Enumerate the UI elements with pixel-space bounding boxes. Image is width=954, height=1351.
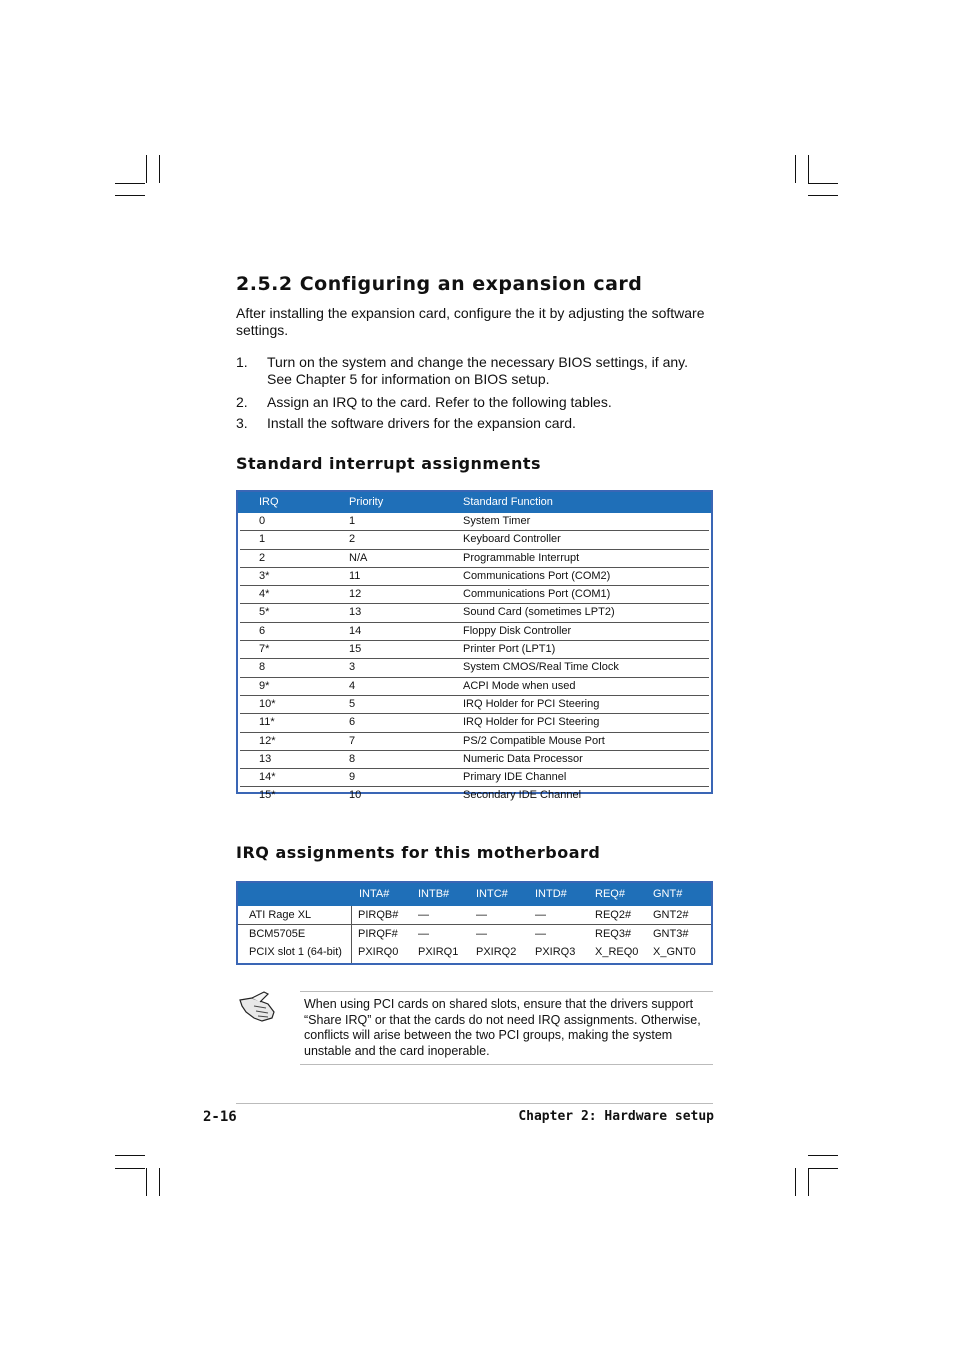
table-row xyxy=(240,787,709,804)
table-cell: X_REQ0 xyxy=(595,946,639,958)
column-header: Standard Function xyxy=(463,496,553,508)
table-cell: Numeric Data Processor xyxy=(463,752,583,765)
table-cell: 13 xyxy=(259,752,272,765)
table-cell: 4 xyxy=(349,679,356,692)
table-cell: System Timer xyxy=(463,515,531,527)
table-cell: PXIRQ0 xyxy=(358,946,399,958)
table-cell: — xyxy=(476,928,487,940)
intro-paragraph: After installing the expansion card, configure the it by adjusting the software settings. xyxy=(236,305,705,338)
step-3 xyxy=(236,415,716,432)
page-number: 2-16 xyxy=(203,1109,237,1125)
footer-divider xyxy=(236,1103,713,1104)
table-row xyxy=(240,751,709,769)
note-box xyxy=(300,991,713,1065)
table-cell: Printer Port (LPT1) xyxy=(463,643,556,656)
irq-assignments-heading: IRQ assignments for this motherboard xyxy=(236,843,601,862)
table-cell: PXIRQ1 xyxy=(418,946,459,958)
table-row xyxy=(240,659,709,677)
table-cell: PS/2 Compatible Mouse Port xyxy=(463,734,605,747)
column-header: INTA# xyxy=(359,888,390,900)
table-cell: 0 xyxy=(259,515,266,527)
column-header: IRQ xyxy=(259,496,279,508)
table-header xyxy=(238,883,711,906)
table-cell: Communications Port (COM1) xyxy=(463,588,611,601)
column-header: Priority xyxy=(349,496,384,508)
table-cell: 13 xyxy=(349,606,362,619)
table-row xyxy=(240,733,709,751)
table-cell: GNT2# xyxy=(653,909,689,921)
standard-interrupt-table xyxy=(236,490,713,802)
table-cell: 10* xyxy=(259,697,276,710)
table-cell: 6 xyxy=(259,624,266,637)
table-cell: PXIRQ3 xyxy=(535,946,576,958)
column-header: REQ# xyxy=(595,888,625,900)
table-cell: — xyxy=(476,909,487,921)
table-cell: X_GNT0 xyxy=(653,946,696,958)
table-cell: 5* xyxy=(259,606,270,619)
table-row xyxy=(238,906,711,925)
table-row xyxy=(240,586,709,604)
table-cell: GNT3# xyxy=(653,928,689,940)
table-cell: 5 xyxy=(349,697,356,710)
table-cell: REQ3# xyxy=(595,928,632,940)
table-cell: 1 xyxy=(259,533,266,546)
table-cell: 15 xyxy=(349,643,362,656)
table-row xyxy=(240,604,709,622)
table-cell: 8 xyxy=(349,752,356,765)
irq-assignment-table xyxy=(236,881,713,965)
table-cell: PIRQB# xyxy=(358,909,399,921)
table-cell: 3 xyxy=(349,661,356,674)
table-cell: Secondary IDE Channel xyxy=(463,789,582,802)
table-cell: 6 xyxy=(349,716,356,729)
table-cell: 12* xyxy=(259,734,276,747)
table-cell: — xyxy=(418,928,429,940)
step-text: Assign an IRQ to the card. Refer to the following tables. xyxy=(267,394,612,410)
table-cell: 10 xyxy=(349,789,362,802)
table-cell: 1 xyxy=(349,515,356,527)
table-row xyxy=(240,623,709,641)
table-cell: PXIRQ2 xyxy=(476,946,517,958)
table-cell: Communications Port (COM2) xyxy=(463,569,611,582)
table-row xyxy=(240,714,709,732)
table-cell: 4* xyxy=(259,588,270,601)
table-row xyxy=(240,769,709,787)
section-heading: 2.5.2 Configuring an expansion card xyxy=(236,273,643,295)
table-cell: IRQ Holder for PCI Steering xyxy=(463,716,600,729)
table-cell: — xyxy=(535,928,546,940)
hand-note-icon xyxy=(238,990,278,1024)
table-cell: — xyxy=(535,909,546,921)
table-cell: 12 xyxy=(349,588,362,601)
table-cell: Programmable Interrupt xyxy=(463,551,580,564)
table-cell: Primary IDE Channel xyxy=(463,771,567,784)
standard-interrupt-heading: Standard interrupt assignments xyxy=(236,454,541,473)
table-row xyxy=(240,678,709,696)
table-cell: 7 xyxy=(349,734,356,747)
column-header: INTC# xyxy=(476,888,508,900)
table-row xyxy=(240,550,709,568)
table-row xyxy=(240,641,709,659)
table-row xyxy=(240,696,709,714)
table-row xyxy=(240,513,709,531)
table-cell: 8 xyxy=(259,661,266,674)
step-number: 1. xyxy=(236,354,248,370)
table-row xyxy=(238,925,711,943)
table-cell: IRQ Holder for PCI Steering xyxy=(463,697,600,710)
column-header: GNT# xyxy=(653,888,683,900)
table-cell: — xyxy=(418,909,429,921)
table-cell: 14* xyxy=(259,771,276,784)
step-number: 3. xyxy=(236,415,248,431)
table-cell: 7* xyxy=(259,643,270,656)
table-cell: 9* xyxy=(259,679,270,692)
step-text: Install the software drivers for the expansion card. xyxy=(267,415,576,431)
table-cell: Keyboard Controller xyxy=(463,533,561,546)
table-cell: Floppy Disk Controller xyxy=(463,624,572,637)
table-cell: N/A xyxy=(349,551,368,564)
table-row xyxy=(238,943,711,961)
step-1 xyxy=(236,354,716,388)
table-cell: ACPI Mode when used xyxy=(463,679,576,692)
table-body xyxy=(238,906,711,961)
table-cell: 14 xyxy=(349,624,362,637)
note-text: When using PCI cards on shared slots, ensure that the drivers support “Share IRQ” or that the cards do not need IRQ assignments. Otherwise, conflicts will arise between the two PCI groups, making the system unstable and the card inoperable. xyxy=(304,997,701,1058)
table-cell: 11 xyxy=(349,569,361,582)
table-cell: PCIX slot 1 (64-bit) xyxy=(249,946,342,958)
column-header: INTB# xyxy=(418,888,450,900)
step-2 xyxy=(236,394,716,411)
table-cell: ATI Rage XL xyxy=(249,909,312,921)
table-cell: BCM5705E xyxy=(249,928,306,940)
step-text: Turn on the system and change the necessary BIOS settings, if any. See Chapter 5 for information on BIOS setup. xyxy=(267,354,688,387)
table-cell: REQ2# xyxy=(595,909,632,921)
table-cell: System CMOS/Real Time Clock xyxy=(463,661,619,674)
table-row xyxy=(240,531,709,549)
table-cell: 2 xyxy=(349,533,356,546)
table-body xyxy=(240,513,709,805)
chapter-title: Chapter 2: Hardware setup xyxy=(518,1109,714,1124)
table-cell: 3* xyxy=(259,569,270,582)
table-cell: 15* xyxy=(259,789,276,802)
column-header: INTD# xyxy=(535,888,567,900)
table-header xyxy=(238,492,711,513)
table-cell: Sound Card (sometimes LPT2) xyxy=(463,606,615,619)
table-cell: 9 xyxy=(349,771,356,784)
step-number: 2. xyxy=(236,394,248,410)
table-row xyxy=(240,568,709,586)
table-cell: PIRQF# xyxy=(358,928,398,940)
table-cell: 11* xyxy=(259,716,275,729)
table-cell: 2 xyxy=(259,551,266,564)
